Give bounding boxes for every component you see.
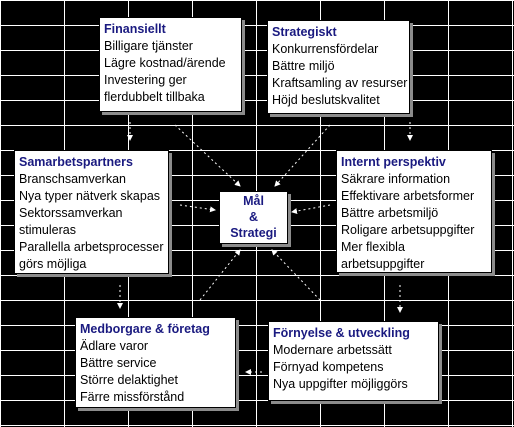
box-item: Färre missförstånd [80,390,185,404]
box-item: Ädlare varor [80,339,149,353]
box-item: Kraftsamling av resurser [272,76,408,90]
box-item: Större delaktighet [80,373,178,387]
center-line: & [248,210,259,224]
box-item: Sektorssamverkan [19,206,123,220]
box-item: Bättre miljö [272,59,335,73]
box-samarbetspartners [14,150,169,274]
box-title: Finansiellt [104,22,166,36]
box-item: Nya uppgifter möjliggörs [273,377,408,391]
box-title: Strategiskt [272,25,337,39]
box-item: Investering ger [104,73,187,87]
box-finansiellt [99,17,242,112]
box-item: Lägre kostnad/ärende [104,56,226,70]
box-item: görs möjliga [19,257,87,271]
box-item: Mer flexibla [341,240,405,254]
box-item: Nya typer nätverk skapas [19,189,161,203]
box-item: Förnyad kompetens [273,360,384,374]
connector-arrow [200,250,240,300]
center-box-mal-strategi [219,191,288,244]
box-item: Säkrare information [341,172,451,186]
box-internt-perspektiv [336,150,492,273]
box-title: Förnyelse & utveckling [273,326,410,340]
box-title: Samarbetspartners [19,155,133,169]
box-title: Internt perspektiv [341,155,446,169]
box-item: Effektivare arbetsformer [341,189,475,203]
box-item: Roligare arbetsuppgifter [341,223,475,237]
connector-arrow [272,250,320,300]
box-item: Konkurrensfördelar [272,42,379,56]
box-title: Medborgare & företag [80,322,210,336]
center-line: Strategi [230,226,277,240]
box-item: Bättre service [80,356,157,370]
box-strategiskt [267,20,410,114]
box-medborgare-foretag [75,317,236,408]
box-item: Höjd beslutskvalitet [272,93,380,107]
box-item: arbetsuppgifter [341,257,425,271]
connector-arrow [275,125,330,186]
box-item: Billigare tjänster [104,39,193,53]
box-fornyelse-utveckling [268,321,439,401]
connector-arrow [175,125,240,186]
center-line: Mål [243,194,264,208]
box-item: Modernare arbetssätt [273,343,392,357]
box-item: flerdubbelt tillbaka [104,90,205,104]
box-item: Bättre arbetsmiljö [341,206,439,220]
connector-arrow [180,205,215,210]
box-item: Parallella arbetsprocesser [19,240,164,254]
box-item: Branschsamverkan [19,172,126,186]
box-item: stimuleras [19,223,76,237]
connector-arrow [292,205,330,212]
